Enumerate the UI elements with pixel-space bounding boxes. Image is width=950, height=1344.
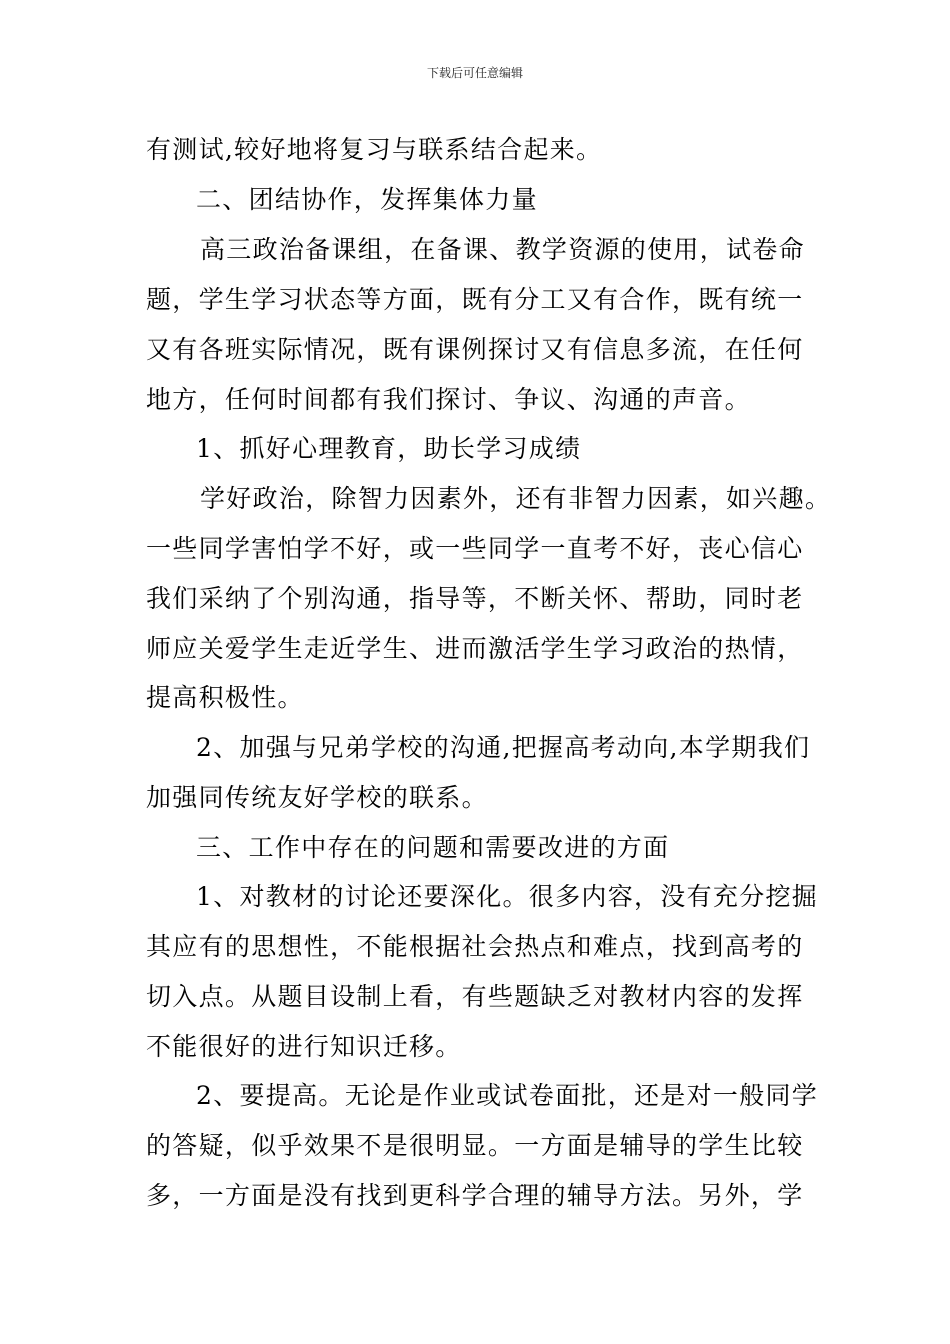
text-line: 学好政治，除智力因素外，还有非智力因素，如兴趣。: [200, 484, 832, 513]
text-line: 师应关爱学生走近学生、进而激活学生学习政治的热情，: [146, 634, 804, 663]
text-line: 又有各班实际情况，既有课例探讨又有信息多流，在任何: [146, 335, 804, 364]
text-line: 1、对教材的讨论还要深化。很多内容，没有充分挖掘: [196, 882, 819, 911]
text-line: 其应有的思想性，不能根据社会热点和难点，找到高考的: [146, 932, 804, 961]
text-line: 题，学生学习状态等方面，既有分工又有合作，既有统一: [146, 285, 804, 314]
text-line: 加强同传统友好学校的联系。: [146, 783, 488, 812]
page-header: 下载后可任意编辑: [426, 66, 523, 80]
text-line: 2、要提高。无论是作业或试卷面批，还是对一般同学: [196, 1081, 819, 1110]
text-line: 多，一方面是没有找到更科学合理的辅导方法。另外，学: [146, 1181, 804, 1210]
text-line: 提高积极性。: [146, 683, 304, 712]
text-line: 的答疑，似乎效果不是很明显。一方面是辅导的学生比较: [146, 1131, 804, 1160]
text-line: 有测试,较好地将复习与联系结合起来。: [146, 135, 603, 164]
text-line: 地方，任何时间都有我们探讨、争议、沟通的声音。: [146, 385, 751, 414]
subsection-heading: 1、抓好心理教育，助长学习成绩: [196, 434, 582, 463]
section-heading: 三、工作中存在的问题和需要改进的方面: [196, 833, 670, 862]
text-line: 高三政治备课组，在备课、教学资源的使用，试卷命: [200, 235, 805, 264]
text-line: 一些同学害怕学不好，或一些同学一直考不好，丧心信心: [146, 534, 804, 563]
text-line: 切入点。从题目设制上看，有些题缺乏对教材内容的发挥: [146, 982, 804, 1011]
text-line: 2、加强与兄弟学校的沟通,把握高考动向,本学期我们: [196, 733, 811, 762]
text-line: 不能很好的进行知识迁移。: [146, 1032, 462, 1061]
text-line: 我们采纳了个别沟通，指导等，不断关怀、帮助，同时老: [146, 584, 804, 613]
section-heading: 二、团结协作，发挥集体力量: [196, 185, 538, 214]
